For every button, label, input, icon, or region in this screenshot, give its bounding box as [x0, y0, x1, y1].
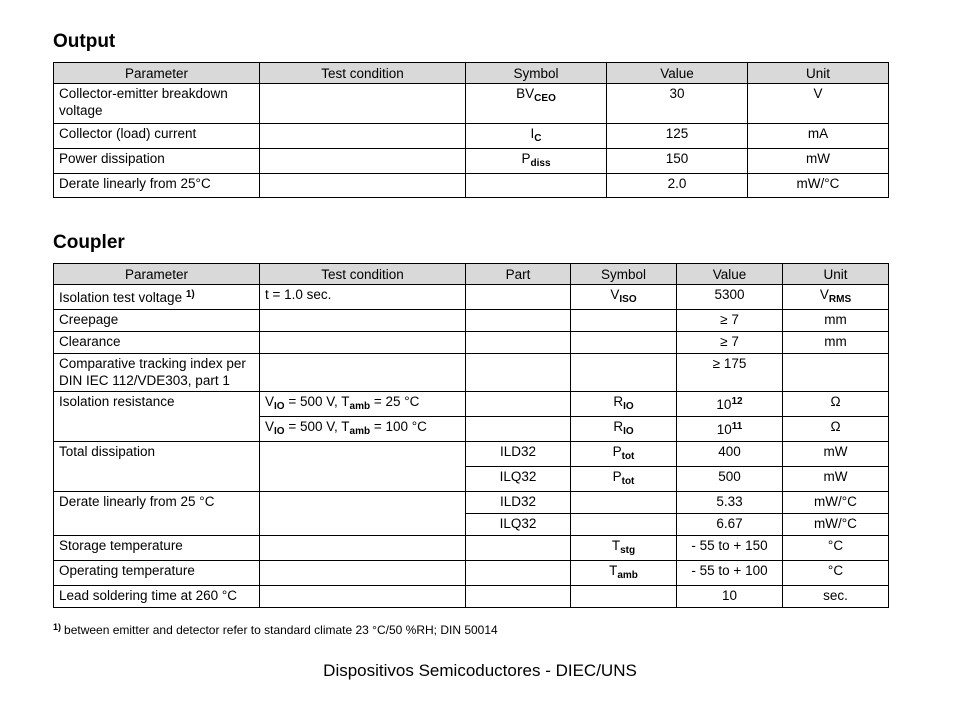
coupler-spec-table — [53, 263, 889, 608]
footnote — [53, 622, 498, 637]
symbol-cell — [571, 354, 677, 392]
parameter-cell: Power dissipation — [54, 149, 260, 174]
unit-cell: °C — [783, 536, 889, 561]
table-header-row — [54, 264, 889, 285]
parameter-cell: Total dissipation — [54, 442, 260, 492]
output-section-title: Output — [53, 31, 116, 52]
table-row — [54, 174, 889, 198]
column-header: Parameter — [54, 264, 260, 285]
parameter-cell: Collector-emitter breakdown voltage — [54, 84, 260, 124]
unit-cell: mm — [783, 310, 889, 332]
parameter-cell: Storage temperature — [54, 536, 260, 561]
unit-cell: mA — [748, 124, 889, 149]
unit-cell: mW — [783, 442, 889, 467]
symbol-cell: $R_{IO}$ — [571, 417, 677, 442]
column-header: Part — [466, 264, 571, 285]
part-cell: ILQ32 — [466, 467, 571, 492]
symbol-cell: $I_C$ — [466, 124, 607, 149]
unit-cell: Ω — [783, 392, 889, 417]
condition-cell — [260, 84, 466, 124]
condition-cell — [260, 310, 466, 332]
part-cell — [466, 536, 571, 561]
part-cell — [466, 332, 571, 354]
table-header-row — [54, 63, 889, 84]
unit-cell: °C — [783, 561, 889, 586]
symbol-cell: $R_{IO}$ — [571, 392, 677, 417]
symbol-cell — [571, 514, 677, 536]
unit-cell: mW/°C — [748, 174, 889, 198]
part-cell — [466, 417, 571, 442]
table-row — [54, 149, 889, 174]
parameter-cell: Clearance — [54, 332, 260, 354]
value-cell: 30 — [607, 84, 748, 124]
value-cell: $10^{12}$ — [677, 392, 783, 417]
unit-cell: mW/°C — [783, 492, 889, 514]
symbol-cell — [571, 310, 677, 332]
condition-cell — [260, 442, 466, 492]
condition-cell: t = 1.0 sec. — [260, 285, 466, 310]
table-row — [54, 332, 889, 354]
parameter-cell: Lead soldering time at 260 °C — [54, 586, 260, 608]
symbol-cell: $P_{tot}$ — [571, 442, 677, 467]
condition-cell — [260, 332, 466, 354]
condition-cell: $V_{IO} = 500$ V, $T_{amb} = 100$ °C — [260, 417, 466, 442]
table-row — [54, 354, 889, 392]
value-cell: - 55 to + 100 — [677, 561, 783, 586]
unit-cell: mW — [748, 149, 889, 174]
symbol-cell — [571, 332, 677, 354]
column-header: Value — [607, 63, 748, 84]
part-cell — [466, 310, 571, 332]
value-cell: $10^{11}$ — [677, 417, 783, 442]
column-header: Parameter — [54, 63, 260, 84]
symbol-cell — [571, 586, 677, 608]
condition-cell — [260, 174, 466, 198]
value-cell: 400 — [677, 442, 783, 467]
condition-cell — [260, 561, 466, 586]
parameter-cell: Isolation test voltage $^{1)}$ — [54, 285, 260, 310]
output-spec-table — [53, 62, 889, 198]
value-cell: 10 — [677, 586, 783, 608]
symbol-cell — [571, 492, 677, 514]
table-row — [54, 285, 889, 310]
parameter-cell: Derate linearly from 25°C — [54, 174, 260, 198]
column-header: Symbol — [466, 63, 607, 84]
table-row — [54, 124, 889, 149]
part-cell — [466, 392, 571, 417]
condition-cell — [260, 492, 466, 536]
symbol-cell: $BV_{CEO}$ — [466, 84, 607, 124]
value-cell: ≥ 175 — [677, 354, 783, 392]
column-header: Unit — [783, 264, 889, 285]
condition-cell — [260, 586, 466, 608]
condition-cell — [260, 149, 466, 174]
unit-cell: mW/°C — [783, 514, 889, 536]
column-header: Unit — [748, 63, 889, 84]
table-row — [54, 536, 889, 561]
parameter-cell: Collector (load) current — [54, 124, 260, 149]
unit-cell: V — [748, 84, 889, 124]
column-header: Test condition — [260, 63, 466, 84]
parameter-cell: Operating temperature — [54, 561, 260, 586]
part-cell — [466, 354, 571, 392]
part-cell: ILQ32 — [466, 514, 571, 536]
part-cell — [466, 561, 571, 586]
footnote-text: between emitter and detector refer to standard climate 23 °C/50 %RH; DIN 50014 — [64, 623, 498, 637]
value-cell: 6.67 — [677, 514, 783, 536]
table-row — [54, 84, 889, 124]
value-cell: 2.0 — [607, 174, 748, 198]
condition-cell — [260, 124, 466, 149]
value-cell: 5.33 — [677, 492, 783, 514]
value-cell: 5300 — [677, 285, 783, 310]
parameter-cell: Derate linearly from 25 °C — [54, 492, 260, 536]
coupler-section-title: Coupler — [53, 232, 125, 253]
slide-footer: Dispositivos Semicoductores - DIEC/UNS — [323, 661, 637, 680]
condition-cell — [260, 536, 466, 561]
unit-cell: sec. — [783, 586, 889, 608]
unit-cell: mW — [783, 467, 889, 492]
table-row — [54, 392, 889, 417]
value-cell: ≥ 7 — [677, 310, 783, 332]
symbol-cell: $P_{diss}$ — [466, 149, 607, 174]
table-row — [54, 442, 889, 467]
value-cell: 125 — [607, 124, 748, 149]
unit-cell: $V_{RMS}$ — [783, 285, 889, 310]
footnote-mark: 1) — [185, 289, 195, 300]
symbol-cell: $V_{ISO}$ — [571, 285, 677, 310]
value-cell: - 55 to + 150 — [677, 536, 783, 561]
table-row — [54, 310, 889, 332]
condition-cell — [260, 354, 466, 392]
part-cell — [466, 586, 571, 608]
footnote-mark: 1) — [53, 622, 62, 632]
part-cell — [466, 285, 571, 310]
symbol-cell: $T_{stg}$ — [571, 536, 677, 561]
value-cell: 150 — [607, 149, 748, 174]
symbol-cell — [466, 174, 607, 198]
unit-cell: Ω — [783, 417, 889, 442]
condition-cell: $V_{IO} = 500$ V, $T_{amb} = 25$ °C — [260, 392, 466, 417]
part-cell: ILD32 — [466, 442, 571, 467]
parameter-cell: Isolation resistance — [54, 392, 260, 442]
unit-cell — [783, 354, 889, 392]
table-row — [54, 586, 889, 608]
value-cell: 500 — [677, 467, 783, 492]
table-row — [54, 561, 889, 586]
parameter-cell: Creepage — [54, 310, 260, 332]
unit-cell: mm — [783, 332, 889, 354]
value-cell: ≥ 7 — [677, 332, 783, 354]
parameter-cell: Comparative tracking index per DIN IEC 112/VDE303, part 1 — [54, 354, 260, 392]
column-header: Symbol — [571, 264, 677, 285]
table-row — [54, 492, 889, 514]
column-header: Value — [677, 264, 783, 285]
symbol-cell: $T_{amb}$ — [571, 561, 677, 586]
column-header: Test condition — [260, 264, 466, 285]
part-cell: ILD32 — [466, 492, 571, 514]
symbol-cell: $P_{tot}$ — [571, 467, 677, 492]
